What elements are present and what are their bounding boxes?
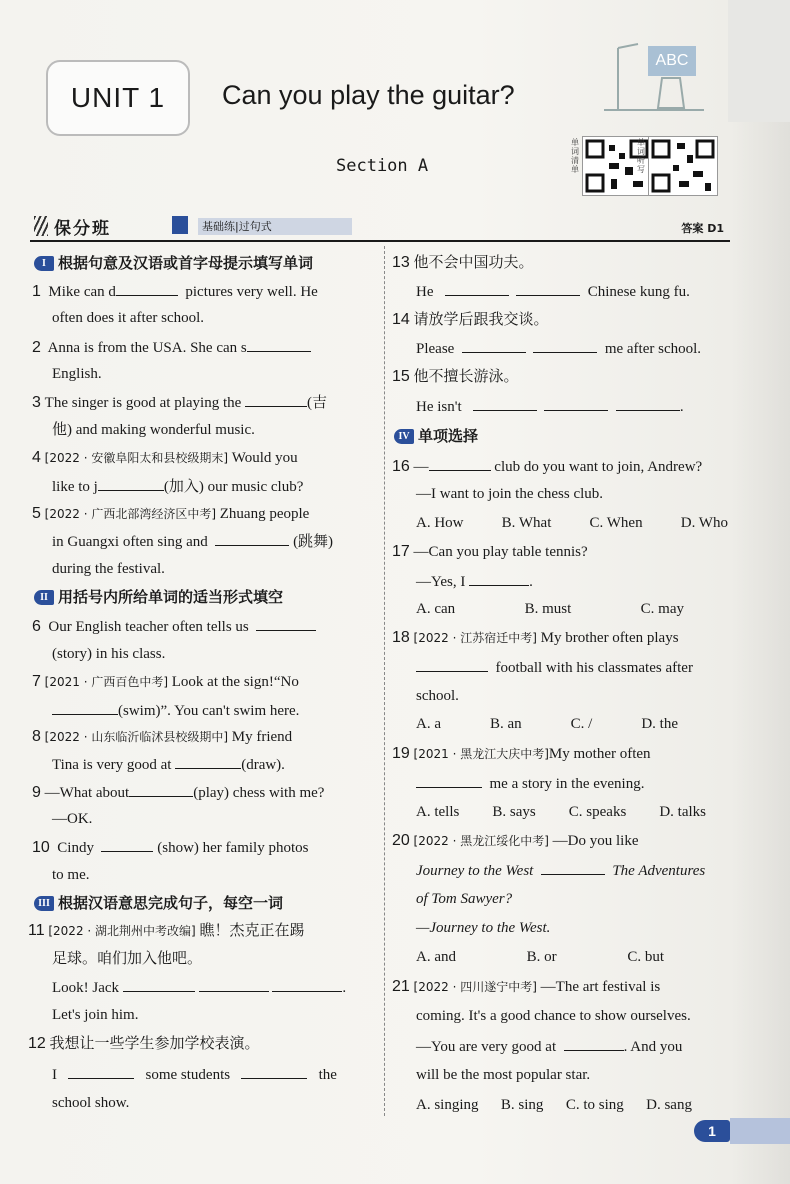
- option-c[interactable]: C. When: [589, 515, 643, 531]
- question-number: 5: [32, 505, 41, 522]
- question-text: like to j: [52, 479, 98, 495]
- question-number: 6: [32, 618, 41, 635]
- qr-label-dictation: 单词听写: [637, 138, 645, 174]
- answer-blank[interactable]: [175, 754, 241, 769]
- question-source: [2022 · 江苏宿迁中考]: [413, 631, 537, 645]
- question-12: [28, 1034, 260, 1054]
- option-c[interactable]: C. to sing: [565, 1097, 624, 1113]
- question-8: [32, 727, 292, 747]
- question-text: (跳舞): [293, 534, 334, 550]
- option-a[interactable]: A. can: [416, 601, 456, 617]
- question-20-cont: [416, 860, 705, 881]
- question-number: 13: [392, 254, 410, 271]
- question-11-answer-line: Look! Jack .: [52, 977, 346, 998]
- question-text: —You are very good at: [416, 1039, 557, 1055]
- question-text: 瞧！杰克正在踢: [199, 923, 305, 939]
- question-text: . And you: [623, 1039, 683, 1055]
- question-18-options: [416, 714, 678, 734]
- question-text: club do you want to join, Andrew?: [494, 459, 703, 475]
- question-8-cont: [52, 754, 285, 775]
- question-13-answer-line: [416, 281, 690, 302]
- answer-blank[interactable]: [199, 977, 269, 992]
- question-number: 20: [392, 832, 410, 849]
- question-4: [32, 448, 298, 468]
- answer-blank[interactable]: [544, 396, 608, 411]
- answer-blank[interactable]: [416, 773, 482, 788]
- question-text: Please: [416, 341, 455, 357]
- answer-blank[interactable]: [516, 281, 580, 296]
- question-text: He: [416, 284, 434, 300]
- answer-blank[interactable]: [123, 977, 195, 992]
- answer-blank[interactable]: [241, 1064, 307, 1079]
- section-heading-2: [34, 587, 283, 607]
- question-10-cont: to me.: [52, 867, 90, 883]
- answer-blank[interactable]: [429, 456, 491, 471]
- question-1-cont: often does it after school.: [52, 310, 205, 326]
- question-source: [2022 · 山东临沂临沭县校级期中]: [44, 730, 229, 744]
- question-text: Would you: [231, 450, 298, 466]
- banner-subtitle: 基础练|过句式: [198, 218, 352, 235]
- question-text: Cindy: [57, 840, 94, 856]
- option-a[interactable]: A. and: [416, 949, 456, 965]
- question-17-cont: —Yes, I .: [416, 571, 533, 592]
- question-15-answer-line: He isn't .: [416, 396, 684, 417]
- question-number: 4: [32, 449, 41, 466]
- answer-blank[interactable]: [129, 782, 193, 797]
- question-source: [2022 · 四川遂宁中考]: [413, 980, 537, 994]
- question-number: 14: [392, 311, 410, 328]
- page-edge-shadow: [730, 0, 790, 1184]
- answer-blank[interactable]: [473, 396, 537, 411]
- option-a[interactable]: A. singing: [416, 1097, 479, 1113]
- question-text: me a story in the evening.: [489, 776, 645, 792]
- question-text: the: [318, 1067, 337, 1083]
- banner-title: 保分班: [54, 219, 111, 239]
- option-b[interactable]: B. says: [492, 804, 536, 820]
- question-number: 16: [392, 458, 410, 475]
- answer-blank[interactable]: [247, 337, 311, 352]
- option-c[interactable]: C. /: [570, 716, 593, 732]
- question-5-cont: [52, 531, 333, 552]
- question-21-cont2: [416, 1036, 682, 1057]
- banner-stripe-decoration: [34, 216, 48, 236]
- answer-blank[interactable]: [462, 338, 526, 353]
- question-21: [392, 977, 660, 997]
- abc-sign: ABC: [648, 46, 696, 76]
- question-source: [2021 · 广西百色中考]: [44, 675, 169, 689]
- question-6: [32, 616, 316, 637]
- question-20: [392, 831, 638, 851]
- answer-blank[interactable]: [616, 396, 680, 411]
- question-14: [392, 310, 549, 330]
- question-17: [392, 542, 588, 562]
- answer-blank[interactable]: [245, 392, 307, 407]
- option-b[interactable]: B. or: [526, 949, 557, 965]
- question-text: (吉: [307, 395, 328, 411]
- question-9: [32, 782, 324, 803]
- question-number: 19: [392, 745, 410, 762]
- option-c[interactable]: C. may: [640, 601, 684, 617]
- answer-reference: 答案 D1: [681, 222, 724, 235]
- question-6-cont: (story) in his class.: [52, 646, 166, 662]
- question-number: 7: [32, 673, 41, 690]
- question-20-cont3: —Journey to the West.: [416, 920, 551, 936]
- question-2: [32, 337, 311, 358]
- question-4-cont: [52, 476, 303, 497]
- answer-blank[interactable]: [445, 281, 509, 296]
- question-text: The Adventures: [612, 863, 706, 879]
- question-number: 12: [28, 1035, 46, 1052]
- question-18-cont2: school.: [416, 688, 459, 704]
- question-text: —: [413, 459, 429, 475]
- question-number: 11: [28, 922, 45, 939]
- question-12-cont: school show.: [52, 1095, 130, 1111]
- question-19-options: [416, 802, 706, 822]
- question-text: (show) her family photos: [157, 840, 309, 856]
- question-text: —Can you play table tennis?: [413, 544, 588, 560]
- question-text: Look at the sign!“No: [171, 674, 299, 690]
- option-d[interactable]: D. the: [641, 716, 678, 732]
- question-number: 8: [32, 728, 41, 745]
- option-b[interactable]: B. What: [501, 515, 552, 531]
- answer-blank[interactable]: [416, 657, 488, 672]
- answer-blank[interactable]: [101, 837, 153, 852]
- question-16-options: [416, 513, 728, 533]
- answer-blank[interactable]: [52, 700, 118, 715]
- practice-banner: [30, 214, 730, 242]
- banner-marker-icon: [172, 216, 188, 234]
- question-21-options: [416, 1095, 692, 1115]
- option-a[interactable]: A. tells: [416, 804, 460, 820]
- question-16: [392, 456, 702, 477]
- unit-label: UNIT 1: [46, 60, 190, 136]
- answer-blank[interactable]: [469, 571, 529, 586]
- question-text: My brother often plays: [540, 630, 679, 646]
- question-13: [392, 253, 534, 273]
- option-d[interactable]: D. sang: [646, 1097, 692, 1113]
- question-text: (play) chess with me?: [193, 785, 325, 801]
- question-text: 我想让一些学生参加学校表演。: [49, 1036, 260, 1052]
- question-text: me after school.: [604, 341, 702, 357]
- question-19-cont: [416, 773, 644, 794]
- question-5-cont2: during the festival.: [52, 561, 165, 577]
- section-badge: IV: [394, 429, 414, 444]
- option-a[interactable]: A. a: [416, 716, 441, 732]
- question-text: Zhuang people: [219, 506, 310, 522]
- question-text: Anna is from the USA. She can s: [47, 340, 247, 356]
- option-b[interactable]: B. must: [524, 601, 572, 617]
- question-11-cont: 足球。咱们加入他吧。: [52, 951, 203, 967]
- question-text: —Do you like: [552, 833, 639, 849]
- answer-blank[interactable]: [564, 1036, 624, 1051]
- question-5: [32, 504, 309, 524]
- question-18-cont: [416, 657, 693, 678]
- question-10: [32, 837, 308, 858]
- question-text: Journey to the West: [416, 863, 534, 879]
- answer-blank[interactable]: [256, 616, 316, 631]
- qr-code-dictation[interactable]: [648, 136, 718, 196]
- question-16-cont: —I want to join the chess club.: [416, 486, 604, 502]
- question-source: [2022 · 广西北部湾经济区中考]: [44, 507, 217, 521]
- page-corner-decoration: [728, 0, 790, 122]
- question-number: 2: [32, 339, 41, 356]
- option-c[interactable]: C. speaks: [568, 804, 627, 820]
- question-text: My mother often: [548, 746, 651, 762]
- question-number: 1: [32, 283, 41, 300]
- question-11-cont2: Let's join him.: [52, 1007, 139, 1023]
- question-source: [2022 · 安徽阜阳太和县校级期末]: [44, 451, 229, 465]
- question-text: Look! Jack: [52, 980, 120, 996]
- answer-blank[interactable]: [116, 281, 178, 296]
- question-text: Chinese kung fu.: [587, 284, 690, 300]
- answer-blank[interactable]: [272, 977, 342, 992]
- question-2-cont: English.: [52, 366, 102, 382]
- question-text: —Yes, I: [416, 574, 466, 590]
- question-21-cont: coming. It's a good chance to show ourselves.: [416, 1008, 691, 1024]
- question-20-options: [416, 947, 664, 967]
- answer-blank[interactable]: [533, 338, 597, 353]
- option-b[interactable]: B. an: [489, 716, 522, 732]
- question-text: My friend: [231, 729, 293, 745]
- question-source: [2022 · 湖北荆州中考改编]: [48, 924, 196, 938]
- question-9-cont: —OK.: [52, 811, 93, 827]
- section-badge: II: [34, 590, 54, 605]
- question-number: 18: [392, 629, 410, 646]
- question-text: 他不擅长游泳。: [413, 369, 519, 385]
- answer-blank[interactable]: [541, 860, 605, 875]
- section-label: Section A: [336, 156, 429, 176]
- question-text: 他不会中国功夫。: [413, 255, 534, 271]
- option-b[interactable]: B. sing: [500, 1097, 544, 1113]
- question-3-cont: 他) and making wonderful music.: [52, 422, 255, 438]
- question-number: 9: [32, 784, 41, 801]
- question-11: [28, 921, 304, 941]
- question-19: [392, 744, 651, 764]
- question-number: 21: [392, 978, 410, 995]
- page-number: 1: [694, 1120, 730, 1142]
- question-text: The singer is good at playing the: [44, 395, 242, 411]
- question-18: [392, 628, 679, 648]
- question-12-answer-line: [52, 1064, 337, 1085]
- option-a[interactable]: A. How: [416, 515, 464, 531]
- question-number: 3: [32, 394, 41, 411]
- section-badge: I: [34, 256, 54, 271]
- question-text: —The art festival is: [540, 979, 661, 995]
- question-14-answer-line: [416, 338, 701, 359]
- answer-blank[interactable]: [215, 531, 289, 546]
- question-text: —What about: [44, 785, 130, 801]
- option-c[interactable]: C. but: [627, 949, 664, 965]
- answer-blank[interactable]: [68, 1064, 134, 1079]
- question-7-cont: [52, 700, 299, 721]
- question-source: [2021 · 黑龙江大庆中考]: [413, 747, 549, 761]
- question-text: football with his classmates after: [495, 660, 693, 676]
- question-17-options: [416, 599, 684, 619]
- question-text: pictures very well. He: [185, 284, 318, 300]
- question-text: (draw).: [241, 757, 285, 773]
- question-text: He isn't: [416, 399, 462, 415]
- question-text: I: [52, 1067, 57, 1083]
- question-text: some students: [145, 1067, 231, 1083]
- page-title: Can you play the guitar?: [222, 80, 515, 110]
- section-title: 用括号内所给单词的适当形式填空: [58, 588, 284, 606]
- section-title: 单项选择: [418, 427, 479, 445]
- option-d[interactable]: D. talks: [659, 804, 706, 820]
- question-text: (加入) our music club?: [163, 479, 304, 495]
- qr-label-wordlist: 单词清单: [571, 138, 579, 174]
- question-source: [2022 · 黑龙江绥化中考]: [413, 834, 549, 848]
- section-heading-1: [34, 253, 313, 273]
- question-15: [392, 367, 519, 387]
- column-divider: [384, 246, 386, 1116]
- answer-blank[interactable]: [98, 476, 164, 491]
- section-badge: III: [34, 896, 54, 911]
- question-text: (swim)”. You can't swim here.: [118, 703, 300, 719]
- section-title: 根据汉语意思完成句子，每空一词: [58, 894, 284, 912]
- question-1: [32, 281, 318, 302]
- question-3: [32, 392, 327, 413]
- section-heading-4: [394, 426, 478, 446]
- question-number: 10: [32, 839, 50, 856]
- section-title: 根据句意及汉语或首字母提示填写单词: [58, 254, 314, 272]
- question-text: 请放学后跟我交谈。: [413, 312, 549, 328]
- question-text: Tina is very good at: [52, 757, 172, 773]
- page-number-bar: [730, 1118, 790, 1144]
- question-text: Mike can d: [48, 284, 116, 300]
- question-number: 15: [392, 368, 410, 385]
- question-20-cont2: of Tom Sawyer?: [416, 891, 513, 907]
- question-21-cont3: will be the most popular star.: [416, 1067, 591, 1083]
- question-number: 17: [392, 543, 410, 560]
- question-text: in Guangxi often sing and: [52, 534, 208, 550]
- section-heading-3: [34, 893, 283, 913]
- question-7: [32, 672, 299, 692]
- question-text: Our English teacher often tells us: [48, 619, 249, 635]
- option-d[interactable]: D. Who: [680, 515, 728, 531]
